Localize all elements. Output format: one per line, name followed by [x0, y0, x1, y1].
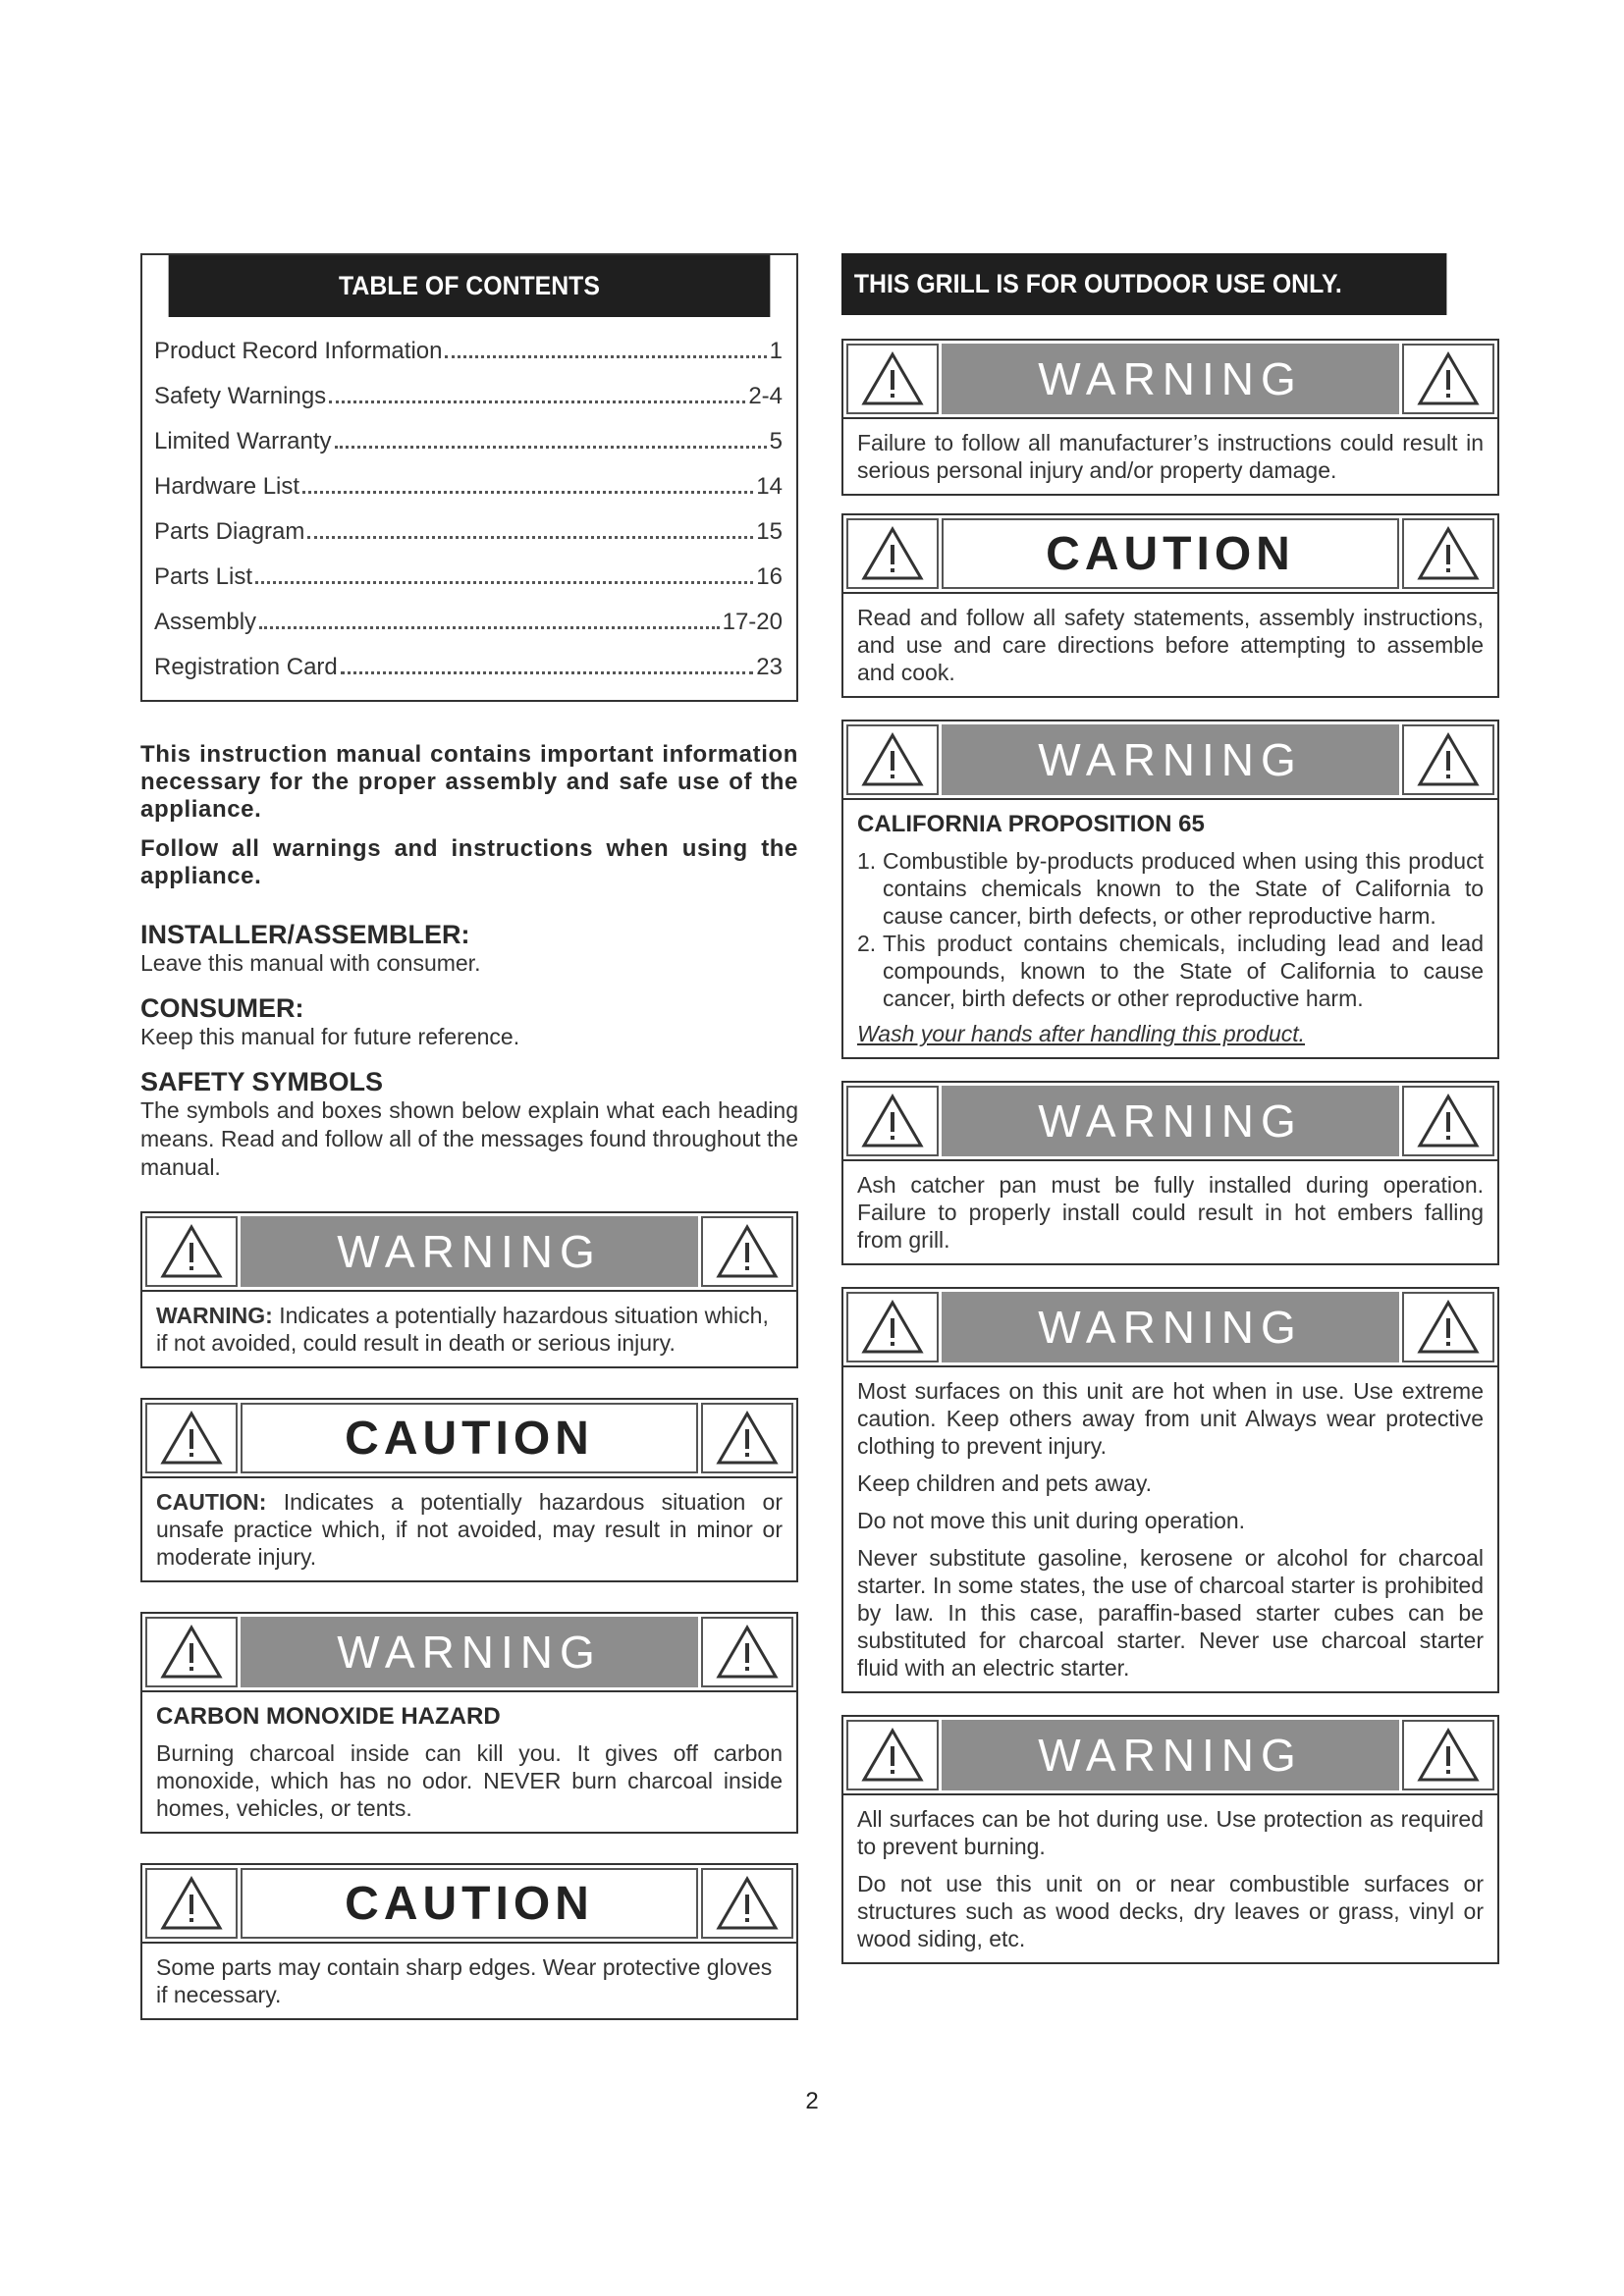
- warning-triangle-icon: [701, 1868, 793, 1939]
- box-text: Do not move this unit during operation.: [857, 1508, 1246, 1533]
- safety-symbols-text: The symbols and boxes shown below explain what each heading means. Read and follow all of the messages found throughout the manual.: [140, 1097, 798, 1180]
- outdoor-use-banner: THIS GRILL IS FOR OUTDOOR USE ONLY.: [841, 253, 1446, 315]
- warning-triangle-icon: [846, 344, 939, 414]
- warning-triangle-icon: [145, 1403, 238, 1473]
- warning-triangle-icon: [1402, 518, 1494, 589]
- toc-entry[interactable]: Parts Diagram 15: [154, 518, 783, 545]
- page-number: 2: [805, 2088, 819, 2114]
- signal-word: CAUTION: [241, 1868, 698, 1939]
- signal-bar: [843, 1717, 1497, 1795]
- intro-section: [140, 741, 798, 890]
- box-subheading: CALIFORNIA PROPOSITION 65: [857, 811, 1205, 837]
- list-item: [857, 930, 1484, 1012]
- manufacturer-instructions-warning-box: [841, 339, 1499, 496]
- warning-triangle-icon: [846, 1720, 939, 1790]
- list-number: 1.: [857, 848, 877, 874]
- box-text: Never substitute gasoline, kerosene or alcohol for charcoal starter. In some states, the use of charcoal starter is prohibited by law. In this case, paraffin-based starter cubes can be substituted for charcoal starter. Never use charcoal starter fluid with an electric starter.: [857, 1545, 1484, 1681]
- warning-triangle-icon: [1402, 1086, 1494, 1156]
- warning-definition-box: [140, 1211, 798, 1368]
- signal-word: CAUTION: [241, 1403, 698, 1473]
- signal-bar: [843, 515, 1497, 594]
- signal-word: WARNING: [241, 1216, 698, 1287]
- warning-triangle-icon: [145, 1868, 238, 1939]
- signal-word: WARNING: [942, 1086, 1399, 1156]
- box-body: [843, 1795, 1497, 1962]
- box-lead: CAUTION:: [156, 1489, 267, 1515]
- consumer-text: Keep this manual for future reference.: [140, 1024, 520, 1049]
- right-column: [841, 253, 1499, 1964]
- box-body: [843, 800, 1497, 1057]
- box-body: [142, 1478, 796, 1580]
- warning-triangle-icon: [846, 518, 939, 589]
- toc-entry[interactable]: Assembly 17-20: [154, 609, 783, 635]
- warning-triangle-icon: [1402, 1720, 1494, 1790]
- safety-symbols-section: [140, 1067, 798, 1182]
- box-text: Some parts may contain sharp edges. Wear protective gloves if necessary.: [156, 1954, 773, 2007]
- box-text: Failure to follow all manufacturer’s instructions could result in serious personal injury and/or property damage.: [857, 430, 1484, 483]
- box-lead: WARNING:: [156, 1303, 273, 1328]
- sharp-edges-caution-box: [140, 1863, 798, 2020]
- toc-title: TABLE OF CONTENTS: [169, 255, 771, 317]
- box-text: Indicates a potentially hazardous situation which, if not avoided, could result in death or serious injury.: [156, 1303, 769, 1356]
- signal-bar: [142, 1865, 796, 1944]
- signal-bar: [142, 1614, 796, 1692]
- warning-triangle-icon: [701, 1216, 793, 1287]
- toc-list: [142, 317, 796, 700]
- consumer-section: [140, 993, 798, 1051]
- installer-section: [140, 920, 798, 978]
- signal-bar: [843, 1083, 1497, 1161]
- box-subheading: CARBON MONOXIDE HAZARD: [156, 1703, 501, 1730]
- box-text: Read and follow all safety statements, assembly instructions, and use and care directions before attempting to assemble and cook.: [857, 605, 1484, 685]
- toc-entry[interactable]: Limited Warranty 5: [154, 428, 783, 454]
- signal-bar: [142, 1213, 796, 1292]
- warning-triangle-icon: [1402, 344, 1494, 414]
- toc-entry[interactable]: Product Record Information 1: [154, 338, 783, 364]
- warning-triangle-icon: [846, 1086, 939, 1156]
- warning-triangle-icon: [701, 1617, 793, 1687]
- proposition-65-warning-box: [841, 720, 1499, 1059]
- safety-statements-caution-box: [841, 513, 1499, 698]
- warning-triangle-icon: [846, 724, 939, 795]
- box-text: Indicates a potentially hazardous situation or unsafe practice which, if not avoided, may result in minor or moderate injury.: [156, 1489, 783, 1570]
- signal-word: WARNING: [942, 1292, 1399, 1362]
- installer-text: Leave this manual with consumer.: [140, 950, 481, 976]
- carbon-monoxide-warning-box: [140, 1612, 798, 1834]
- toc-entry[interactable]: Safety Warnings 2-4: [154, 383, 783, 409]
- box-body: [843, 1367, 1497, 1691]
- toc-entry[interactable]: Registration Card 23: [154, 654, 783, 680]
- warning-triangle-icon: [1402, 724, 1494, 795]
- warning-triangle-icon: [1402, 1292, 1494, 1362]
- signal-bar: [843, 1289, 1497, 1367]
- numbered-list: [857, 847, 1484, 1012]
- ash-catcher-warning-box: [841, 1081, 1499, 1265]
- safety-symbols-heading: SAFETY SYMBOLS: [140, 1067, 384, 1096]
- surfaces-hot-warning-box: [841, 1715, 1499, 1964]
- table-of-contents: [140, 253, 798, 702]
- warning-triangle-icon: [145, 1617, 238, 1687]
- signal-bar: [843, 721, 1497, 800]
- left-column: [140, 253, 798, 2020]
- signal-bar: [142, 1400, 796, 1478]
- signal-word: WARNING: [942, 344, 1399, 414]
- hot-surfaces-warning-box: [841, 1287, 1499, 1693]
- warning-triangle-icon: [145, 1216, 238, 1287]
- toc-entry[interactable]: Parts List 16: [154, 563, 783, 590]
- signal-bar: [843, 341, 1497, 419]
- signal-word: WARNING: [942, 1720, 1399, 1790]
- intro-paragraph: This instruction manual contains important information necessary for the proper assembly and safe use of the appliance.: [140, 741, 798, 823]
- consumer-heading: CONSUMER:: [140, 993, 304, 1023]
- list-item: [857, 847, 1484, 930]
- box-body: [142, 1292, 796, 1366]
- installer-heading: INSTALLER/ASSEMBLER:: [140, 920, 470, 949]
- box-body: [142, 1692, 796, 1832]
- box-body: [843, 594, 1497, 696]
- box-body: [142, 1944, 796, 2018]
- box-text: Do not use this unit on or near combustible surfaces or structures such as wood decks, dry leaves or grass, vinyl or wood siding, etc.: [857, 1871, 1484, 1951]
- signal-word: WARNING: [942, 724, 1399, 795]
- warning-triangle-icon: [846, 1292, 939, 1362]
- signal-word: WARNING: [241, 1617, 698, 1687]
- box-text: Ash catcher pan must be fully installed during operation. Failure to properly install could result in hot embers falling from grill.: [857, 1172, 1484, 1253]
- list-number: 2.: [857, 931, 877, 956]
- warning-triangle-icon: [701, 1403, 793, 1473]
- box-text: Most surfaces on this unit are hot when in use. Use extreme caution. Keep others away from unit Always wear protective clothing to prevent injury.: [857, 1378, 1484, 1459]
- box-body: [843, 1161, 1497, 1263]
- caution-definition-box: [140, 1398, 798, 1582]
- wash-hands-note: Wash your hands after handling this product.: [857, 1021, 1306, 1046]
- list-text: This product contains chemicals, including lead and lead compounds, known to the State of California to cause cancer, birth defects or other reproductive harm.: [883, 931, 1484, 1011]
- box-text: Burning charcoal inside can kill you. It gives off carbon monoxide, which has no odor. NEVER burn charcoal inside homes, vehicles, or tents.: [156, 1740, 783, 1821]
- signal-word: CAUTION: [942, 518, 1399, 589]
- list-text: Combustible by-products produced when using this product contains chemicals known to the State of California to cause cancer, birth defects, or other reproductive harm.: [883, 848, 1484, 929]
- intro-paragraph: Follow all warnings and instructions when using the appliance.: [140, 835, 798, 889]
- box-body: [843, 419, 1497, 494]
- box-text: Keep children and pets away.: [857, 1470, 1153, 1496]
- box-text: All surfaces can be hot during use. Use protection as required to prevent burning.: [857, 1806, 1484, 1859]
- toc-entry[interactable]: Hardware List 14: [154, 473, 783, 500]
